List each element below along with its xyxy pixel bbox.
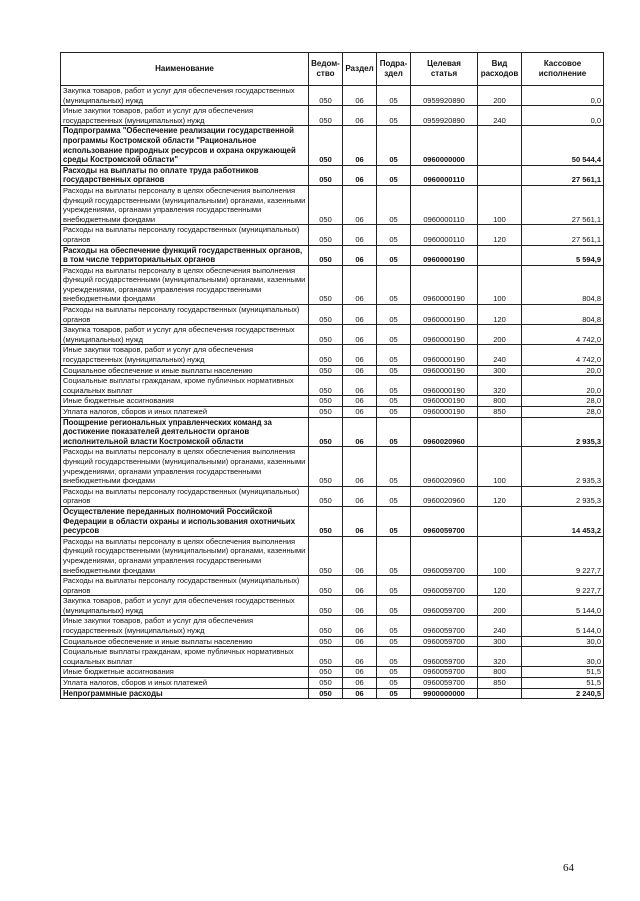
cell-target-article: 0960000190 bbox=[411, 345, 478, 365]
cell-target-article: 0960059700 bbox=[411, 667, 478, 678]
cell-target-article: 0960000190 bbox=[411, 365, 478, 376]
cell-podrazdel: 05 bbox=[377, 596, 411, 616]
cell-name: Иные закупки товаров, работ и услуг для обеспечения государственных (муниципальных) нужд bbox=[61, 345, 309, 365]
cell-vedomstvo: 050 bbox=[309, 417, 343, 447]
cell-name: Расходы на выплаты персоналу в целях обеспечения выполнения функций государственными (муниципальными) органами, казенными учреждениями, органами управления государственными внебюджетными фондами bbox=[61, 265, 309, 304]
cell-target-article: 0960020960 bbox=[411, 447, 478, 486]
cell-podrazdel: 05 bbox=[377, 678, 411, 689]
cell-podrazdel: 05 bbox=[377, 688, 411, 699]
cell-vedomstvo: 050 bbox=[309, 305, 343, 325]
table-row bbox=[61, 616, 604, 636]
table-row bbox=[61, 536, 604, 575]
cell-razdel: 06 bbox=[343, 365, 377, 376]
cell-name: Уплата налогов, сборов и иных платежей bbox=[61, 678, 309, 689]
cell-cash-execution: 20,0 bbox=[522, 365, 604, 376]
cell-razdel: 06 bbox=[343, 506, 377, 536]
cell-target-article: 0960000190 bbox=[411, 245, 478, 265]
cell-expense-type: 120 bbox=[478, 305, 522, 325]
table-row bbox=[61, 667, 604, 678]
cell-vedomstvo: 050 bbox=[309, 225, 343, 245]
table-row bbox=[61, 325, 604, 345]
table-row bbox=[61, 678, 604, 689]
cell-podrazdel: 05 bbox=[377, 417, 411, 447]
cell-expense-type: 850 bbox=[478, 407, 522, 418]
cell-name: Расходы на обеспечение функций государственных органов, в том числе территориальных органов bbox=[61, 245, 309, 265]
cell-razdel: 06 bbox=[343, 647, 377, 667]
table-row bbox=[61, 345, 604, 365]
cell-vedomstvo: 050 bbox=[309, 185, 343, 224]
cell-podrazdel: 05 bbox=[377, 165, 411, 185]
cell-cash-execution: 4 742,0 bbox=[522, 325, 604, 345]
cell-vedomstvo: 050 bbox=[309, 325, 343, 345]
cell-name: Подпрограмма "Обеспечение реализации государственной программы Костромской области "Рациональное использование природных ресурсов и охрана окружающей среды Костромской области" bbox=[61, 126, 309, 165]
cell-name: Социальные выплаты гражданам, кроме публичных нормативных социальных выплат bbox=[61, 647, 309, 667]
cell-name: Расходы на выплаты персоналу государственных (муниципальных) органов bbox=[61, 486, 309, 506]
cell-cash-execution: 50 544,4 bbox=[522, 126, 604, 165]
cell-cash-execution: 9 227,7 bbox=[522, 576, 604, 596]
cell-podrazdel: 05 bbox=[377, 86, 411, 106]
cell-razdel: 06 bbox=[343, 126, 377, 165]
cell-expense-type: 320 bbox=[478, 647, 522, 667]
cell-podrazdel: 05 bbox=[377, 106, 411, 126]
cell-target-article: 0960000190 bbox=[411, 407, 478, 418]
cell-podrazdel: 05 bbox=[377, 225, 411, 245]
header-cash-execution: Кассовое исполнение bbox=[522, 53, 604, 86]
cell-cash-execution: 30,0 bbox=[522, 647, 604, 667]
cell-podrazdel: 05 bbox=[377, 667, 411, 678]
cell-expense-type bbox=[478, 417, 522, 447]
cell-razdel: 06 bbox=[343, 345, 377, 365]
table-row bbox=[61, 636, 604, 647]
cell-cash-execution: 2 935,3 bbox=[522, 486, 604, 506]
cell-target-article: 0960000000 bbox=[411, 126, 478, 165]
cell-cash-execution: 5 594,9 bbox=[522, 245, 604, 265]
cell-podrazdel: 05 bbox=[377, 396, 411, 407]
cell-target-article: 9900000000 bbox=[411, 688, 478, 699]
cell-expense-type: 120 bbox=[478, 486, 522, 506]
table-row bbox=[61, 596, 604, 616]
cell-target-article: 0960059700 bbox=[411, 506, 478, 536]
cell-vedomstvo: 050 bbox=[309, 345, 343, 365]
cell-target-article: 0960059700 bbox=[411, 678, 478, 689]
cell-target-article: 0960059700 bbox=[411, 596, 478, 616]
cell-vedomstvo: 050 bbox=[309, 376, 343, 396]
cell-expense-type: 300 bbox=[478, 636, 522, 647]
cell-razdel: 06 bbox=[343, 417, 377, 447]
table-row bbox=[61, 185, 604, 224]
cell-vedomstvo: 050 bbox=[309, 506, 343, 536]
cell-target-article: 0960000190 bbox=[411, 376, 478, 396]
cell-target-article: 0960059700 bbox=[411, 647, 478, 667]
cell-vedomstvo: 050 bbox=[309, 536, 343, 575]
table-body bbox=[61, 86, 604, 699]
cell-target-article: 0960000110 bbox=[411, 165, 478, 185]
cell-cash-execution: 9 227,7 bbox=[522, 536, 604, 575]
header-podrazdel: Подра-здел bbox=[377, 53, 411, 86]
cell-name: Расходы на выплаты персоналу в целях обеспечения выполнения функций государственными (муниципальными) органами, казенными учреждениями, органами управления государственными внебюджетными фондами bbox=[61, 536, 309, 575]
cell-podrazdel: 05 bbox=[377, 265, 411, 304]
cell-name: Осуществление переданных полномочий Российской Федерации в области охраны и использования охотничьих ресурсов bbox=[61, 506, 309, 536]
cell-cash-execution: 2 240,5 bbox=[522, 688, 604, 699]
cell-expense-type: 240 bbox=[478, 616, 522, 636]
cell-cash-execution: 20,0 bbox=[522, 376, 604, 396]
cell-name: Расходы на выплаты по оплате труда работников государственных органов bbox=[61, 165, 309, 185]
cell-name: Расходы на выплаты персоналу государственных (муниципальных) органов bbox=[61, 576, 309, 596]
cell-razdel: 06 bbox=[343, 396, 377, 407]
cell-cash-execution: 5 144,0 bbox=[522, 616, 604, 636]
cell-vedomstvo: 050 bbox=[309, 86, 343, 106]
cell-name: Закупка товаров, работ и услуг для обеспечения государственных (муниципальных) нужд bbox=[61, 325, 309, 345]
cell-cash-execution: 28,0 bbox=[522, 396, 604, 407]
cell-vedomstvo: 050 bbox=[309, 396, 343, 407]
header-name: Наименование bbox=[61, 53, 309, 86]
table-row bbox=[61, 688, 604, 699]
cell-name: Закупка товаров, работ и услуг для обеспечения государственных (муниципальных) нужд bbox=[61, 86, 309, 106]
cell-expense-type: 320 bbox=[478, 376, 522, 396]
table-row bbox=[61, 407, 604, 418]
table-row bbox=[61, 396, 604, 407]
table-row bbox=[61, 417, 604, 447]
cell-expense-type: 120 bbox=[478, 576, 522, 596]
cell-target-article: 0959920890 bbox=[411, 86, 478, 106]
cell-razdel: 06 bbox=[343, 245, 377, 265]
cell-podrazdel: 05 bbox=[377, 447, 411, 486]
cell-expense-type bbox=[478, 126, 522, 165]
cell-podrazdel: 05 bbox=[377, 365, 411, 376]
cell-razdel: 06 bbox=[343, 376, 377, 396]
table-row bbox=[61, 225, 604, 245]
cell-target-article: 0960059700 bbox=[411, 636, 478, 647]
cell-vedomstvo: 050 bbox=[309, 365, 343, 376]
cell-name: Уплата налогов, сборов и иных платежей bbox=[61, 407, 309, 418]
cell-vedomstvo: 050 bbox=[309, 636, 343, 647]
cell-razdel: 06 bbox=[343, 225, 377, 245]
cell-podrazdel: 05 bbox=[377, 185, 411, 224]
cell-razdel: 06 bbox=[343, 325, 377, 345]
table-row bbox=[61, 376, 604, 396]
cell-vedomstvo: 050 bbox=[309, 616, 343, 636]
cell-cash-execution: 804,8 bbox=[522, 305, 604, 325]
cell-expense-type: 100 bbox=[478, 265, 522, 304]
cell-razdel: 06 bbox=[343, 86, 377, 106]
cell-target-article: 0959920890 bbox=[411, 106, 478, 126]
cell-razdel: 06 bbox=[343, 106, 377, 126]
cell-vedomstvo: 050 bbox=[309, 596, 343, 616]
cell-podrazdel: 05 bbox=[377, 305, 411, 325]
header-vedomstvo: Ведом-ство bbox=[309, 53, 343, 86]
cell-vedomstvo: 050 bbox=[309, 126, 343, 165]
cell-razdel: 06 bbox=[343, 596, 377, 616]
cell-vedomstvo: 050 bbox=[309, 245, 343, 265]
cell-cash-execution: 5 144,0 bbox=[522, 596, 604, 616]
cell-cash-execution: 2 935,3 bbox=[522, 417, 604, 447]
cell-podrazdel: 05 bbox=[377, 245, 411, 265]
cell-razdel: 06 bbox=[343, 407, 377, 418]
cell-cash-execution: 2 935,3 bbox=[522, 447, 604, 486]
cell-podrazdel: 05 bbox=[377, 636, 411, 647]
cell-expense-type: 800 bbox=[478, 396, 522, 407]
cell-podrazdel: 05 bbox=[377, 345, 411, 365]
cell-name: Закупка товаров, работ и услуг для обеспечения государственных (муниципальных) нужд bbox=[61, 596, 309, 616]
cell-expense-type: 850 bbox=[478, 678, 522, 689]
cell-expense-type: 100 bbox=[478, 185, 522, 224]
cell-razdel: 06 bbox=[343, 447, 377, 486]
cell-name: Поощрение региональных управленческих команд за достижение показателей деятельности органов исполнительной власти Костромской области bbox=[61, 417, 309, 447]
cell-expense-type bbox=[478, 506, 522, 536]
cell-razdel: 06 bbox=[343, 486, 377, 506]
cell-expense-type: 200 bbox=[478, 596, 522, 616]
table-header-row bbox=[61, 53, 604, 86]
cell-podrazdel: 05 bbox=[377, 506, 411, 536]
header-expense-type: Вид расходов bbox=[478, 53, 522, 86]
cell-cash-execution: 0,0 bbox=[522, 106, 604, 126]
cell-podrazdel: 05 bbox=[377, 325, 411, 345]
cell-vedomstvo: 050 bbox=[309, 265, 343, 304]
cell-target-article: 0960000190 bbox=[411, 396, 478, 407]
cell-expense-type: 300 bbox=[478, 365, 522, 376]
cell-name: Социальное обеспечение и иные выплаты населению bbox=[61, 636, 309, 647]
cell-target-article: 0960020960 bbox=[411, 417, 478, 447]
cell-podrazdel: 05 bbox=[377, 486, 411, 506]
cell-expense-type bbox=[478, 688, 522, 699]
table-row bbox=[61, 126, 604, 165]
cell-razdel: 06 bbox=[343, 667, 377, 678]
table-row bbox=[61, 365, 604, 376]
cell-name: Иные закупки товаров, работ и услуг для обеспечения государственных (муниципальных) нужд bbox=[61, 616, 309, 636]
cell-target-article: 0960000190 bbox=[411, 265, 478, 304]
cell-expense-type bbox=[478, 165, 522, 185]
cell-cash-execution: 4 742,0 bbox=[522, 345, 604, 365]
cell-target-article: 0960000110 bbox=[411, 225, 478, 245]
cell-vedomstvo: 050 bbox=[309, 165, 343, 185]
cell-target-article: 0960000190 bbox=[411, 305, 478, 325]
cell-razdel: 06 bbox=[343, 576, 377, 596]
cell-expense-type: 800 bbox=[478, 667, 522, 678]
table-row bbox=[61, 576, 604, 596]
cell-cash-execution: 804,8 bbox=[522, 265, 604, 304]
cell-razdel: 06 bbox=[343, 688, 377, 699]
cell-razdel: 06 bbox=[343, 265, 377, 304]
cell-podrazdel: 05 bbox=[377, 616, 411, 636]
page-number: 64 bbox=[563, 862, 574, 874]
cell-name: Расходы на выплаты персоналу в целях обеспечения выполнения функций государственными (муниципальными) органами, казенными учреждениями, органами управления государственными внебюджетными фондами bbox=[61, 447, 309, 486]
cell-cash-execution: 51,5 bbox=[522, 667, 604, 678]
cell-vedomstvo: 050 bbox=[309, 486, 343, 506]
cell-cash-execution: 27 561,1 bbox=[522, 225, 604, 245]
table-row bbox=[61, 647, 604, 667]
cell-cash-execution: 27 561,1 bbox=[522, 185, 604, 224]
cell-podrazdel: 05 bbox=[377, 576, 411, 596]
cell-vedomstvo: 050 bbox=[309, 688, 343, 699]
table-row bbox=[61, 486, 604, 506]
cell-expense-type bbox=[478, 245, 522, 265]
budget-execution-table bbox=[60, 52, 604, 699]
cell-target-article: 0960059700 bbox=[411, 536, 478, 575]
cell-razdel: 06 bbox=[343, 616, 377, 636]
cell-podrazdel: 05 bbox=[377, 376, 411, 396]
cell-cash-execution: 28,0 bbox=[522, 407, 604, 418]
cell-razdel: 06 bbox=[343, 165, 377, 185]
cell-name: Расходы на выплаты персоналу государственных (муниципальных) органов bbox=[61, 225, 309, 245]
cell-razdel: 06 bbox=[343, 185, 377, 224]
cell-razdel: 06 bbox=[343, 636, 377, 647]
cell-razdel: 06 bbox=[343, 305, 377, 325]
cell-expense-type: 100 bbox=[478, 447, 522, 486]
cell-target-article: 0960000190 bbox=[411, 325, 478, 345]
cell-cash-execution: 0,0 bbox=[522, 86, 604, 106]
cell-expense-type: 240 bbox=[478, 345, 522, 365]
header-target-article: Целевая статья bbox=[411, 53, 478, 86]
cell-cash-execution: 30,0 bbox=[522, 636, 604, 647]
cell-name: Расходы на выплаты персоналу государственных (муниципальных) органов bbox=[61, 305, 309, 325]
cell-target-article: 0960000110 bbox=[411, 185, 478, 224]
cell-name: Расходы на выплаты персоналу в целях обеспечения выполнения функций государственными (муниципальными) органами, казенными учреждениями, органами управления государственными внебюджетными фондами bbox=[61, 185, 309, 224]
cell-cash-execution: 51,5 bbox=[522, 678, 604, 689]
cell-name: Социальные выплаты гражданам, кроме публичных нормативных социальных выплат bbox=[61, 376, 309, 396]
cell-podrazdel: 05 bbox=[377, 647, 411, 667]
cell-name: Иные бюджетные ассигнования bbox=[61, 396, 309, 407]
cell-target-article: 0960020960 bbox=[411, 486, 478, 506]
cell-cash-execution: 14 453,2 bbox=[522, 506, 604, 536]
cell-podrazdel: 05 bbox=[377, 407, 411, 418]
cell-expense-type: 100 bbox=[478, 536, 522, 575]
table-row bbox=[61, 106, 604, 126]
cell-name: Социальное обеспечение и иные выплаты населению bbox=[61, 365, 309, 376]
cell-vedomstvo: 050 bbox=[309, 667, 343, 678]
table-row bbox=[61, 305, 604, 325]
cell-expense-type: 240 bbox=[478, 106, 522, 126]
cell-cash-execution: 27 561,1 bbox=[522, 165, 604, 185]
cell-target-article: 0960059700 bbox=[411, 576, 478, 596]
cell-vedomstvo: 050 bbox=[309, 678, 343, 689]
table-row bbox=[61, 165, 604, 185]
cell-expense-type: 200 bbox=[478, 86, 522, 106]
cell-expense-type: 200 bbox=[478, 325, 522, 345]
table-row bbox=[61, 245, 604, 265]
cell-razdel: 06 bbox=[343, 536, 377, 575]
table-row bbox=[61, 447, 604, 486]
cell-expense-type: 120 bbox=[478, 225, 522, 245]
cell-target-article: 0960059700 bbox=[411, 616, 478, 636]
cell-razdel: 06 bbox=[343, 678, 377, 689]
cell-podrazdel: 05 bbox=[377, 126, 411, 165]
cell-vedomstvo: 050 bbox=[309, 106, 343, 126]
cell-name: Непрограммные расходы bbox=[61, 688, 309, 699]
cell-vedomstvo: 050 bbox=[309, 447, 343, 486]
cell-vedomstvo: 050 bbox=[309, 407, 343, 418]
cell-vedomstvo: 050 bbox=[309, 647, 343, 667]
table-row bbox=[61, 86, 604, 106]
cell-vedomstvo: 050 bbox=[309, 576, 343, 596]
cell-podrazdel: 05 bbox=[377, 536, 411, 575]
table-row bbox=[61, 506, 604, 536]
table-row bbox=[61, 265, 604, 304]
header-razdel: Раздел bbox=[343, 53, 377, 86]
cell-name: Иные закупки товаров, работ и услуг для обеспечения государственных (муниципальных) нужд bbox=[61, 106, 309, 126]
cell-name: Иные бюджетные ассигнования bbox=[61, 667, 309, 678]
